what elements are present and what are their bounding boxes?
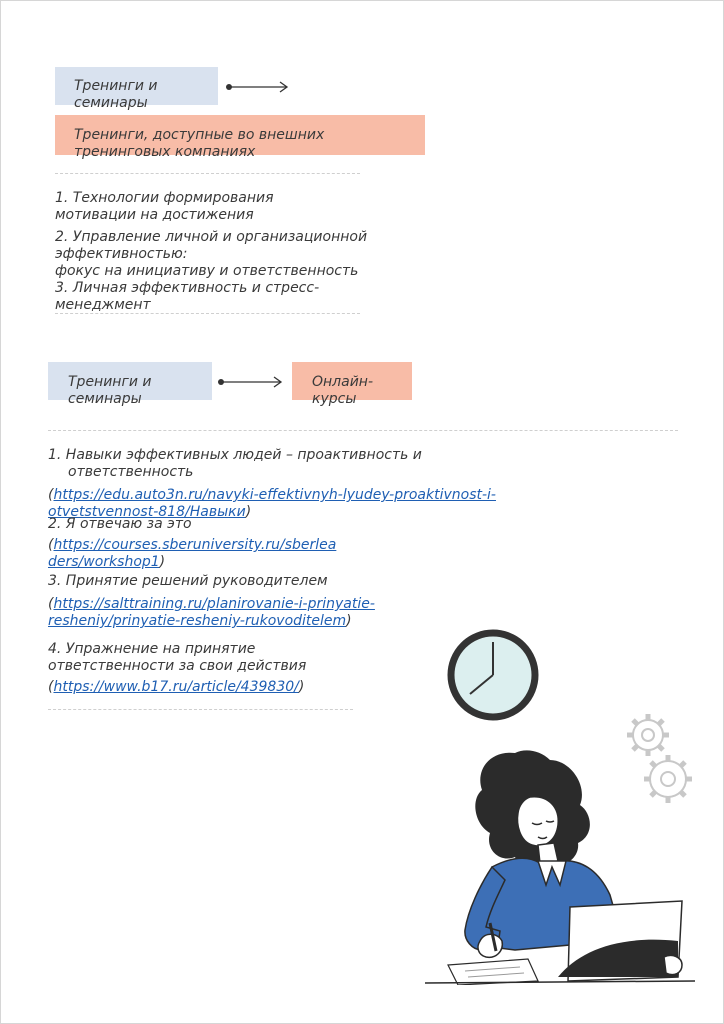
- course-link-row: (https://edu.auto3n.ru/navyki-effektivnyh-lyudey-proaktivnost-i-: [48, 487, 496, 503]
- course-item-title: 3. Принятие решений руководителем: [48, 573, 328, 589]
- course-link[interactable]: https://courses.sberuniversity.ru/sberlea: [53, 537, 337, 553]
- clock-icon: [446, 628, 540, 722]
- divider: [48, 709, 353, 710]
- course-link-row: otvetstvennost-818/Навыки): [48, 504, 252, 520]
- list-item: эффективностью:: [55, 246, 188, 262]
- course-link-row: resheniy/prinyatie-resheniy-rukovoditelem): [48, 613, 352, 629]
- course-item-title: ответственность: [68, 464, 194, 480]
- course-link[interactable]: https://edu.auto3n.ru/navyki-effektivnyh-lyudey-proaktivnost-i-: [53, 487, 496, 503]
- divider: [48, 430, 678, 431]
- divider: [55, 173, 360, 174]
- woman-writing-illustration: [420, 745, 700, 985]
- course-link[interactable]: https://salttraining.ru/planirovanie-i-prinyatie-: [53, 596, 375, 612]
- list-item: мотивации на достижения: [55, 207, 254, 223]
- course-link[interactable]: resheniy/prinyatie-resheniy-rukovoditelem: [48, 613, 347, 629]
- course-item-title: 4. Упражнение на принятие: [48, 641, 256, 657]
- list-item: фокус на инициативу и ответственность: [55, 263, 359, 279]
- list-item: 1. Технологии формирования: [55, 190, 274, 206]
- online-courses-box: Онлайн- курсы: [292, 362, 412, 400]
- course-link-row: (https://salttraining.ru/planirovanie-i-prinyatie-: [48, 596, 375, 612]
- trainings-seminars-box-2: Тренинги и семинары: [48, 362, 212, 400]
- course-item-title: 1. Навыки эффективных людей – проактивность и: [48, 447, 422, 463]
- trainings-seminars-box-1: Тренинги и семинары: [55, 67, 218, 105]
- course-link[interactable]: ders/workshop1: [48, 554, 160, 570]
- course-link-row: ders/workshop1): [48, 554, 166, 570]
- course-link[interactable]: https://www.b17.ru/article/439830/: [53, 679, 299, 695]
- list-item: менеджмент: [55, 297, 151, 313]
- arrow-right-icon: [224, 80, 294, 94]
- divider: [55, 313, 360, 314]
- external-trainings-list: [55, 190, 367, 314]
- course-link-row: (https://courses.sberuniversity.ru/sberlea: [48, 537, 337, 553]
- list-item: 2. Управление личной и организационной: [55, 229, 368, 245]
- arrow-right-icon: [216, 375, 288, 389]
- list-item: 3. Личная эффективность и стресс-: [55, 280, 320, 296]
- course-link-row: (https://www.b17.ru/article/439830/): [48, 679, 305, 695]
- course-item-title: 2. Я отвечаю за это: [48, 516, 192, 532]
- external-trainings-box: Тренинги, доступные во внешних тренинговых компаниях: [55, 115, 425, 155]
- course-link[interactable]: otvetstvennost-818/Навыки: [48, 504, 246, 520]
- course-item-title: ответственности за свои действия: [48, 658, 307, 674]
- online-courses-list: [48, 447, 496, 696]
